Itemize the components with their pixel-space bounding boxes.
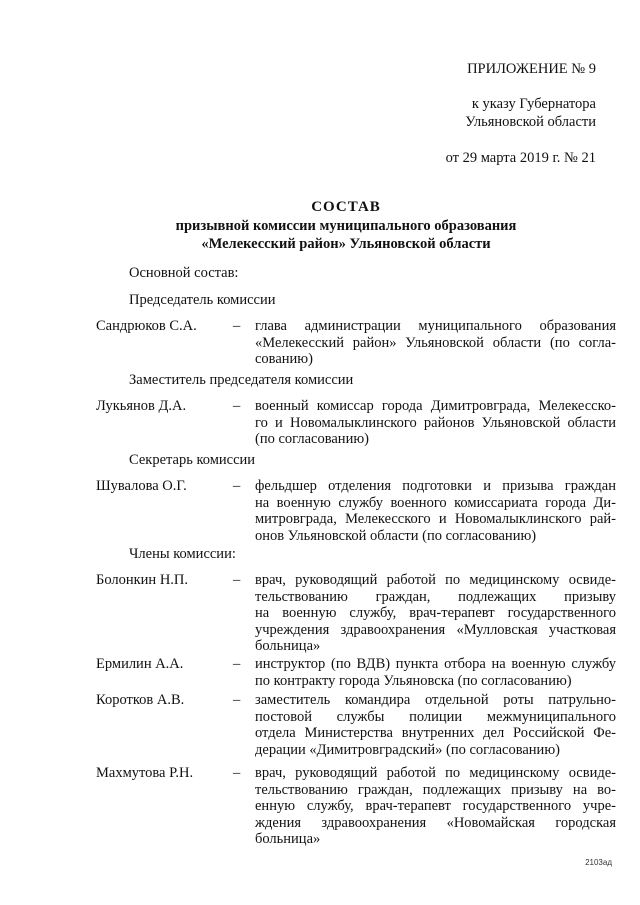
- description-line: «Мелекесский район» Ульяновской области (по согла-: [255, 334, 616, 351]
- description-line: инструктор (по ВДВ) пункта отбора на военную службу: [255, 656, 616, 672]
- description-line: сованию): [255, 351, 313, 367]
- description-line: ждения здравоохранения «Новомайская городская: [255, 814, 616, 831]
- member-name: Ермилин А.А.: [96, 656, 184, 672]
- member-description: [255, 765, 616, 848]
- member-description: [255, 478, 616, 544]
- member-name: Болонкин Н.П.: [96, 572, 189, 588]
- member-entry: [96, 318, 616, 368]
- member-dash: –: [233, 692, 241, 708]
- description-line: отдела Министерства внутренних дел Российской Фе-: [255, 725, 616, 741]
- section-main-composition: Основной состав:: [129, 265, 239, 281]
- member-name: Шувалова О.Г.: [96, 478, 187, 494]
- member-entry: [96, 572, 616, 655]
- member-entry: [96, 692, 616, 758]
- description-line: больница»: [255, 638, 321, 654]
- member-entry: [96, 478, 616, 544]
- description-line: больница»: [255, 831, 321, 847]
- member-dash: –: [233, 656, 241, 672]
- footer-document-code: 2103ад: [585, 858, 612, 867]
- member-name: Коротков А.В.: [96, 692, 185, 708]
- document-title: [96, 198, 596, 253]
- member-dash: –: [233, 572, 241, 588]
- appendix-number: ПРИЛОЖЕНИЕ № 9: [467, 61, 596, 77]
- member-description: [255, 692, 616, 758]
- description-line: врач, руководящий работой по медицинскому освиде-: [255, 572, 616, 588]
- member-name: Махмутова Р.Н.: [96, 765, 194, 781]
- description-line: митровграда, Мелекесского и Новомалыклинского рай-: [255, 511, 616, 527]
- description-line: на военную службу, врач-терапевт государственного: [255, 605, 616, 621]
- description-line: тельствованию граждан, подлежащих призыву: [255, 588, 616, 605]
- description-line: дерации «Димитровградский» (по согласованию): [255, 741, 560, 758]
- section-secretary: Секретарь комиссии: [129, 452, 256, 468]
- member-description: [255, 398, 616, 448]
- description-line: фельдшер отделения подготовки и призыва граждан: [255, 478, 616, 494]
- member-name: Лукьянов Д.А.: [96, 398, 187, 414]
- description-line: постовой службы полиции межмуниципального: [255, 708, 616, 725]
- description-line: го и Новомалыклинского районов Ульяновской области: [255, 414, 616, 431]
- member-description: [255, 656, 616, 689]
- description-line: енную службу, врач-терапевт государственного учре-: [255, 798, 616, 814]
- member-description: [255, 572, 616, 655]
- member-entry: [96, 656, 616, 689]
- description-line: глава администрации муниципального образования: [255, 318, 616, 334]
- description-line: тельствованию граждан, подлежащих призыву на во-: [255, 781, 616, 798]
- description-line: по контракту города Ульяновска (по согласованию): [255, 672, 572, 689]
- member-dash: –: [233, 478, 241, 494]
- member-entry: [96, 765, 616, 848]
- description-line: врач, руководящий работой по медицинскому освиде-: [255, 765, 616, 781]
- decree-date-number: от 29 марта 2019 г. № 21: [445, 150, 596, 166]
- description-line: на военную службу военного комиссариата города Ди-: [255, 494, 616, 511]
- title-line-2: «Мелекесский район» Ульяновской области: [201, 236, 491, 252]
- title-line-1: призывной комиссии муниципального образования: [175, 218, 517, 234]
- member-dash: –: [233, 318, 241, 334]
- member-description: [255, 318, 616, 368]
- member-dash: –: [233, 398, 241, 414]
- section-chairman: Председатель комиссии: [129, 292, 276, 308]
- member-name: Сандрюков С.А.: [96, 318, 197, 334]
- decree-line-2: Ульяновской области: [465, 114, 596, 130]
- member-dash: –: [233, 765, 241, 781]
- section-members: Члены комиссии:: [129, 546, 236, 562]
- member-entry: [96, 398, 616, 448]
- description-line: онов Ульяновской области (по согласованию): [255, 527, 537, 544]
- appendix-header: [446, 60, 596, 167]
- description-line: заместитель командира отдельной роты патрульно-: [255, 692, 616, 708]
- description-line: (по согласованию): [255, 431, 369, 447]
- description-line: учреждения здравоохранения «Мулловская участковая: [255, 621, 616, 638]
- title-main: СОСТАВ: [311, 199, 381, 215]
- decree-line-1: к указу Губернатора: [471, 96, 596, 112]
- section-deputy: Заместитель председателя комиссии: [129, 372, 354, 388]
- description-line: военный комиссар города Димитровграда, Мелекесско-: [255, 398, 616, 414]
